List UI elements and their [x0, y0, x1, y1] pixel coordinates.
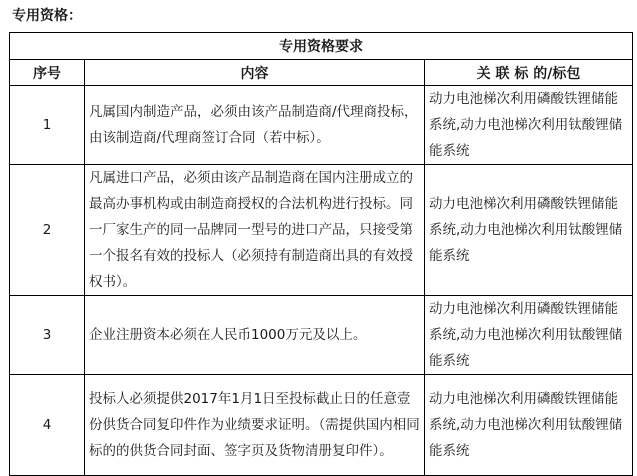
row-number: 1	[10, 86, 85, 165]
row-content: 企业注册资本必须在人民币1000万元及以上。	[85, 296, 425, 375]
table-row	[10, 86, 633, 165]
section-title: 专用资格：	[12, 8, 82, 24]
row-content: 凡属国内制造产品，必须由该产品制造商/代理商投标，由该制造商/代理商签订合同（若中标）。	[85, 86, 425, 165]
table-caption-row	[10, 33, 633, 60]
table-caption: 专用资格要求	[10, 33, 633, 60]
row-content: 凡属进口产品，必须由该产品制造商在国内注册成立的最高办事机构或由制造商授权的合法机构进行投标。同一厂家生产的同一品牌同一型号的进口产品，只接受第一个报名有效的投标人（必须持有制造商出具的有效授权书）。	[85, 165, 425, 296]
row-package: 动力电池梯次利用磷酸铁锂储能系统,动力电池梯次利用钛酸锂储能系统	[425, 375, 633, 476]
requirements-table	[9, 32, 633, 476]
row-number: 3	[10, 296, 85, 375]
row-number: 4	[10, 375, 85, 476]
row-package: 动力电池梯次利用磷酸铁锂储能系统,动力电池梯次利用钛酸锂储能系统	[425, 86, 633, 165]
header-package: 关 联 标 的/标包	[425, 60, 633, 86]
table-row	[10, 375, 633, 476]
row-package: 动力电池梯次利用磷酸铁锂储能系统,动力电池梯次利用钛酸锂储能系统	[425, 296, 633, 375]
row-package: 动力电池梯次利用磷酸铁锂储能系统,动力电池梯次利用钛酸锂储能系统	[425, 165, 633, 296]
row-content: 投标人必须提供2017年1月1日至投标截止日的任意壹份供货合同复印件作为业绩要求证明。（需提供国内相同标的的供货合同封面、签字页及货物清册复印件）。	[85, 375, 425, 476]
table-row	[10, 296, 633, 375]
table-row	[10, 165, 633, 296]
row-number: 2	[10, 165, 85, 296]
header-content: 内容	[85, 60, 425, 86]
header-no: 序号	[10, 60, 85, 86]
table-header-row	[10, 60, 633, 86]
